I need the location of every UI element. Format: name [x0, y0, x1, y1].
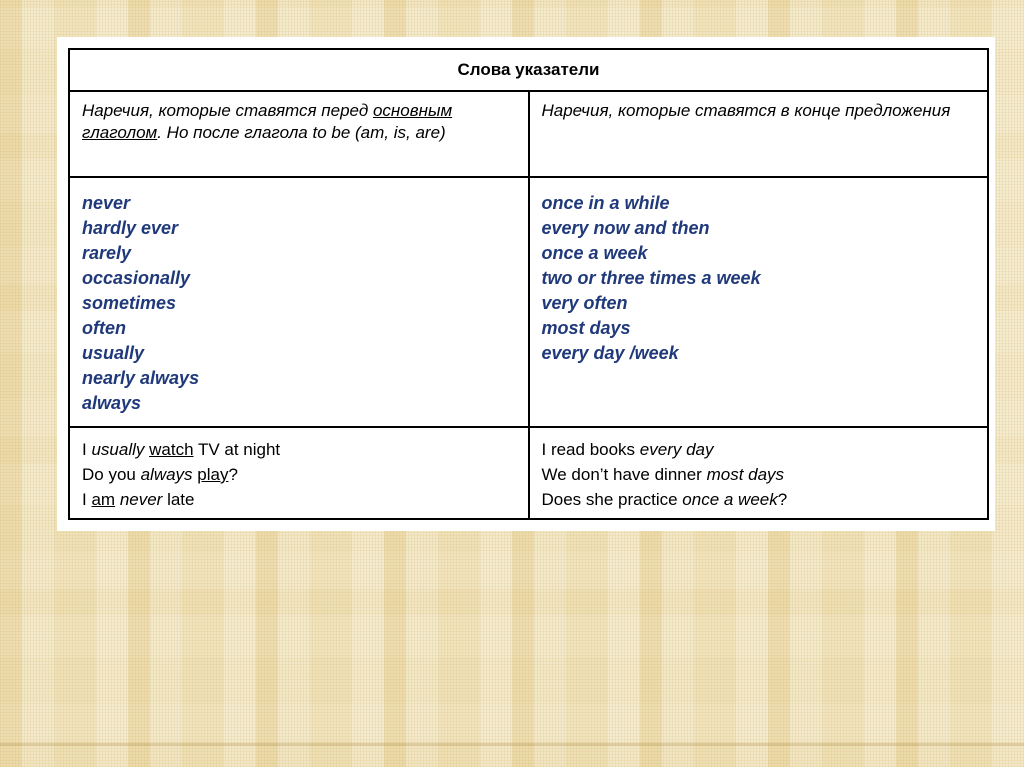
adverb-item: every now and then [541, 218, 710, 238]
table-panel [57, 37, 995, 531]
example-sentence [82, 437, 516, 462]
adverb-item: never [82, 193, 131, 213]
adverb-item: once in a while [541, 193, 670, 213]
text-segment: Наречия, которые ставятся в конце предложения [541, 101, 951, 120]
text-segment: am [91, 490, 116, 509]
text-segment: Наречия, которые ставятся перед [82, 101, 373, 120]
examples-row [70, 426, 987, 518]
adverb-item: sometimes [82, 293, 177, 313]
adverb-item: hardly ever [82, 218, 179, 238]
right-column-description [528, 92, 988, 176]
text-segment: Does she practice [541, 490, 683, 509]
example-sentence [542, 487, 976, 512]
text-segment: once a week [682, 490, 778, 509]
text-segment: We don’t have dinner [541, 465, 707, 484]
example-sentence [82, 462, 516, 487]
description-row [70, 90, 987, 176]
table-header-row [70, 50, 987, 90]
adverb-item: once a week [541, 243, 648, 263]
adverb-item: very often [541, 293, 628, 313]
adverb-item: nearly always [82, 368, 200, 388]
adverb-item: often [82, 318, 126, 338]
adverb-item: every day /week [541, 343, 679, 363]
text-segment: Do you [82, 465, 141, 484]
text-segment: I [82, 490, 92, 509]
adverb-item: usually [82, 343, 145, 363]
text-segment: ? [777, 490, 788, 509]
text-segment: . Но после глагола to be (am, is, are) [157, 123, 446, 142]
text-segment: I read books [541, 440, 640, 459]
text-segment: ? [228, 465, 238, 484]
left-examples [70, 428, 528, 518]
text-segment: every day [639, 440, 714, 459]
left-adverbs-list [70, 178, 528, 426]
frequency-adverbs-table [68, 48, 989, 520]
right-examples [528, 428, 988, 518]
text-segment: watch [149, 440, 194, 459]
left-column-description [70, 92, 528, 176]
adverb-item: occasionally [82, 268, 191, 288]
table-title: Слова указатели [457, 60, 600, 79]
right-adverbs-list [528, 178, 988, 426]
text-segment: most days [706, 465, 785, 484]
example-sentence [542, 462, 976, 487]
text-segment: I [82, 440, 92, 459]
text-segment: late [162, 490, 195, 509]
text-segment: usually [91, 440, 145, 459]
text-segment: play [197, 465, 229, 484]
text-segment: never [119, 490, 163, 509]
text-segment: TV at night [193, 440, 281, 459]
text-segment: always [140, 465, 193, 484]
adverb-item: two or three times a week [541, 268, 761, 288]
adverb-item: most days [541, 318, 631, 338]
adverb-item: always [82, 393, 142, 413]
adverb-item: rarely [82, 243, 132, 263]
example-sentence [82, 487, 516, 512]
example-sentence [542, 437, 976, 462]
adverbs-row [70, 176, 987, 426]
text-segment: основным глаголом [82, 101, 453, 142]
